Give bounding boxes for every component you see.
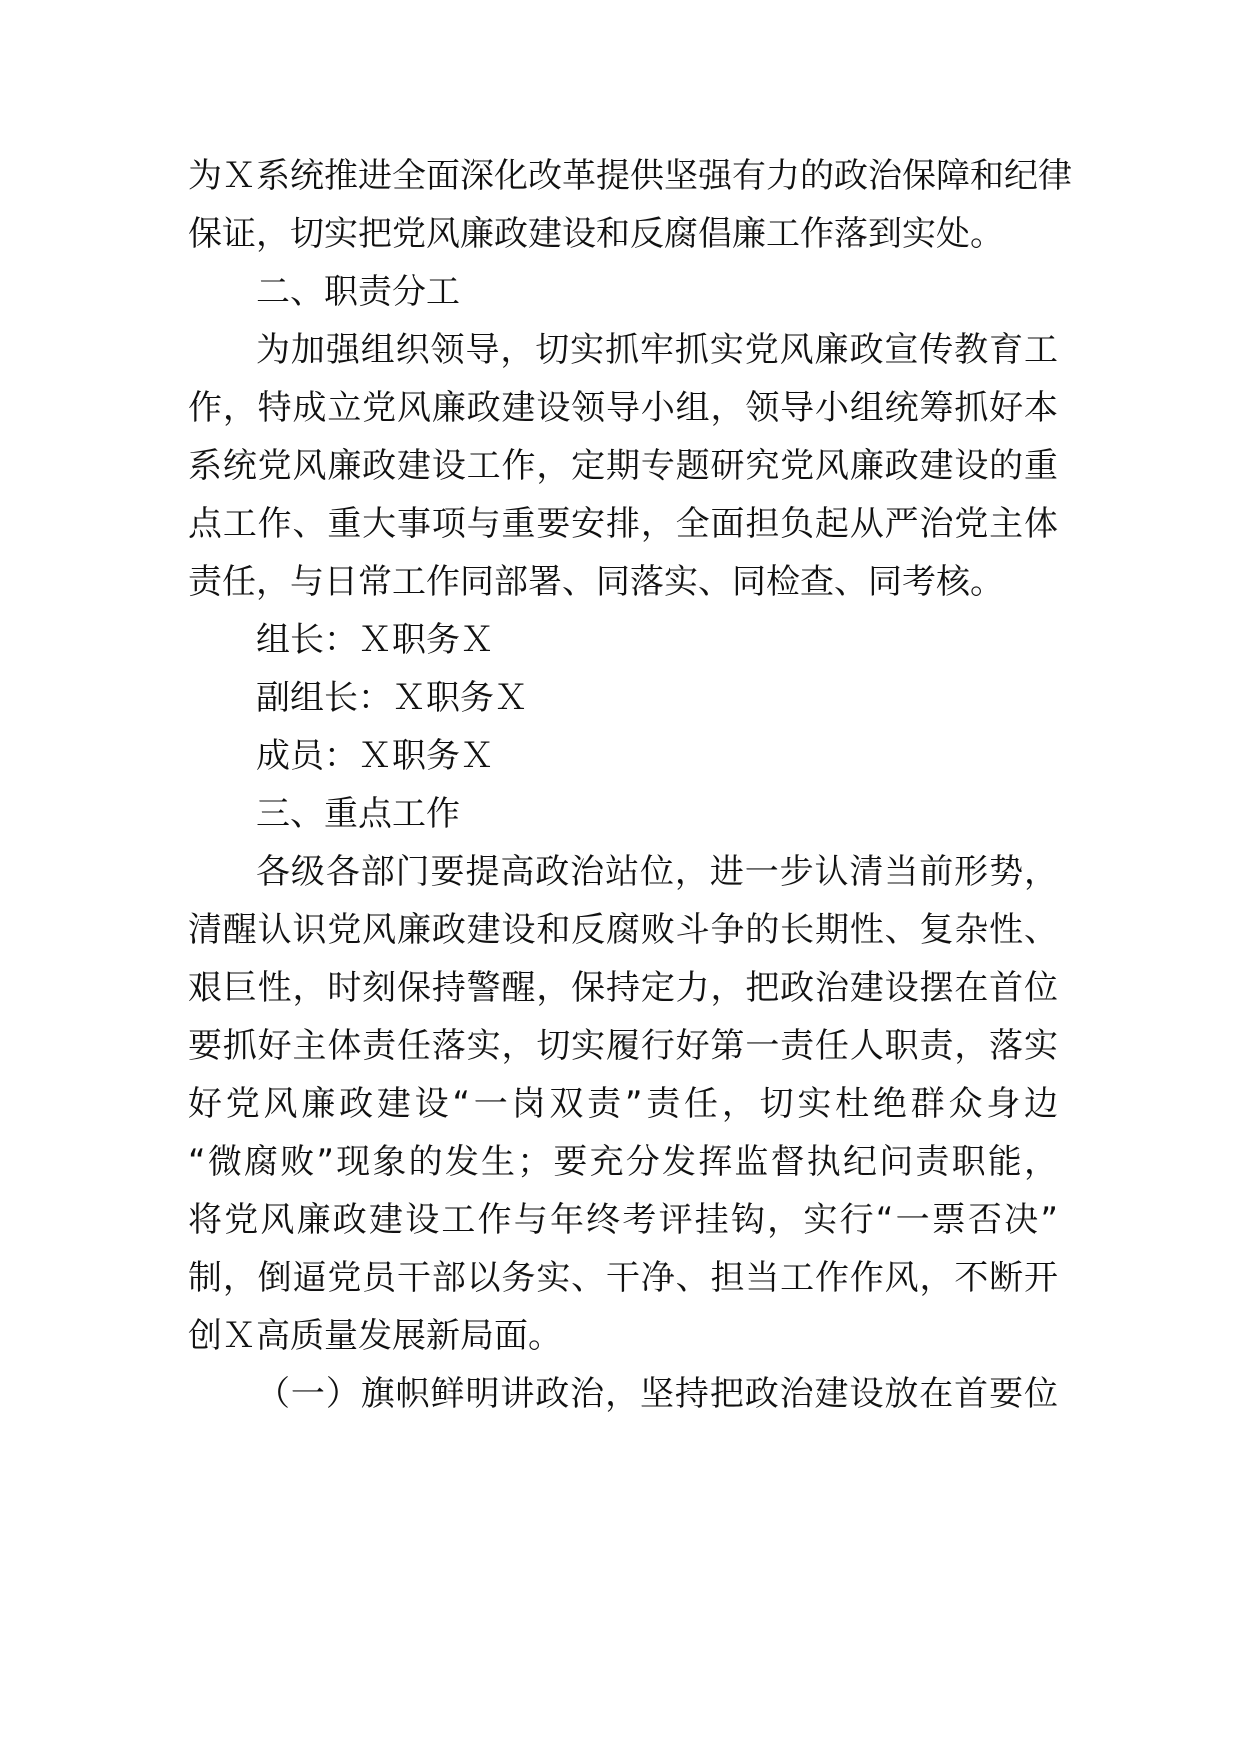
member-line-deputy: 副组长：Ｘ职务Ｘ <box>256 678 528 718</box>
body-text-line: 系统党风廉政建设工作，定期专题研究党风廉政建设的重 <box>188 446 1058 486</box>
body-text-line: 将党风廉政建设工作与年终考评挂钩，实行“一票否决” <box>188 1200 1058 1240</box>
body-text-line: 清醒认识党风廉政建设和反腐败斗争的长期性、复杂性、 <box>188 910 1058 950</box>
body-text-line: 保证，切实把党风廉政建设和反腐倡廉工作落到实处。 <box>188 214 1004 254</box>
body-text-line: 作，特成立党风廉政建设领导小组，领导小组统筹抓好本 <box>188 388 1058 428</box>
body-text-line: 要抓好主体责任落实，切实履行好第一责任人职责，落实 <box>188 1026 1058 1066</box>
member-line-leader: 组长：Ｘ职务Ｘ <box>256 620 494 660</box>
subsection-heading: （一）旗帜鲜明讲政治，坚持把政治建设放在首要位 <box>256 1374 1058 1414</box>
section-heading: 二、职责分工 <box>256 272 460 312</box>
member-line-members: 成员：Ｘ职务Ｘ <box>256 736 494 776</box>
body-text-line: 创Ｘ高质量发展新局面。 <box>188 1316 562 1356</box>
body-text-line: 责任，与日常工作同部署、同落实、同检查、同考核。 <box>188 562 1004 602</box>
body-text-line: 为加强组织领导，切实抓牢抓实党风廉政宣传教育工 <box>256 330 1058 370</box>
body-text-line: 好党风廉政建设“一岗双责”责任，切实杜绝群众身边 <box>188 1084 1058 1124</box>
body-text-line: 制，倒逼党员干部以务实、干净、担当工作作风，不断开 <box>188 1258 1058 1298</box>
section-heading: 三、重点工作 <box>256 794 460 834</box>
body-text-line: 各级各部门要提高政治站位，进一步认清当前形势， <box>256 852 1058 892</box>
body-text-line: “微腐败”现象的发生；要充分发挥监督执纪问责职能， <box>188 1142 1058 1182</box>
body-text-line: 艰巨性，时刻保持警醒，保持定力，把政治建设摆在首位 <box>188 968 1058 1008</box>
body-text-line: 点工作、重大事项与重要安排，全面担负起从严治党主体 <box>188 504 1058 544</box>
body-text-line: 为Ｘ系统推进全面深化改革提供坚强有力的政治保障和纪律 <box>188 156 1072 196</box>
